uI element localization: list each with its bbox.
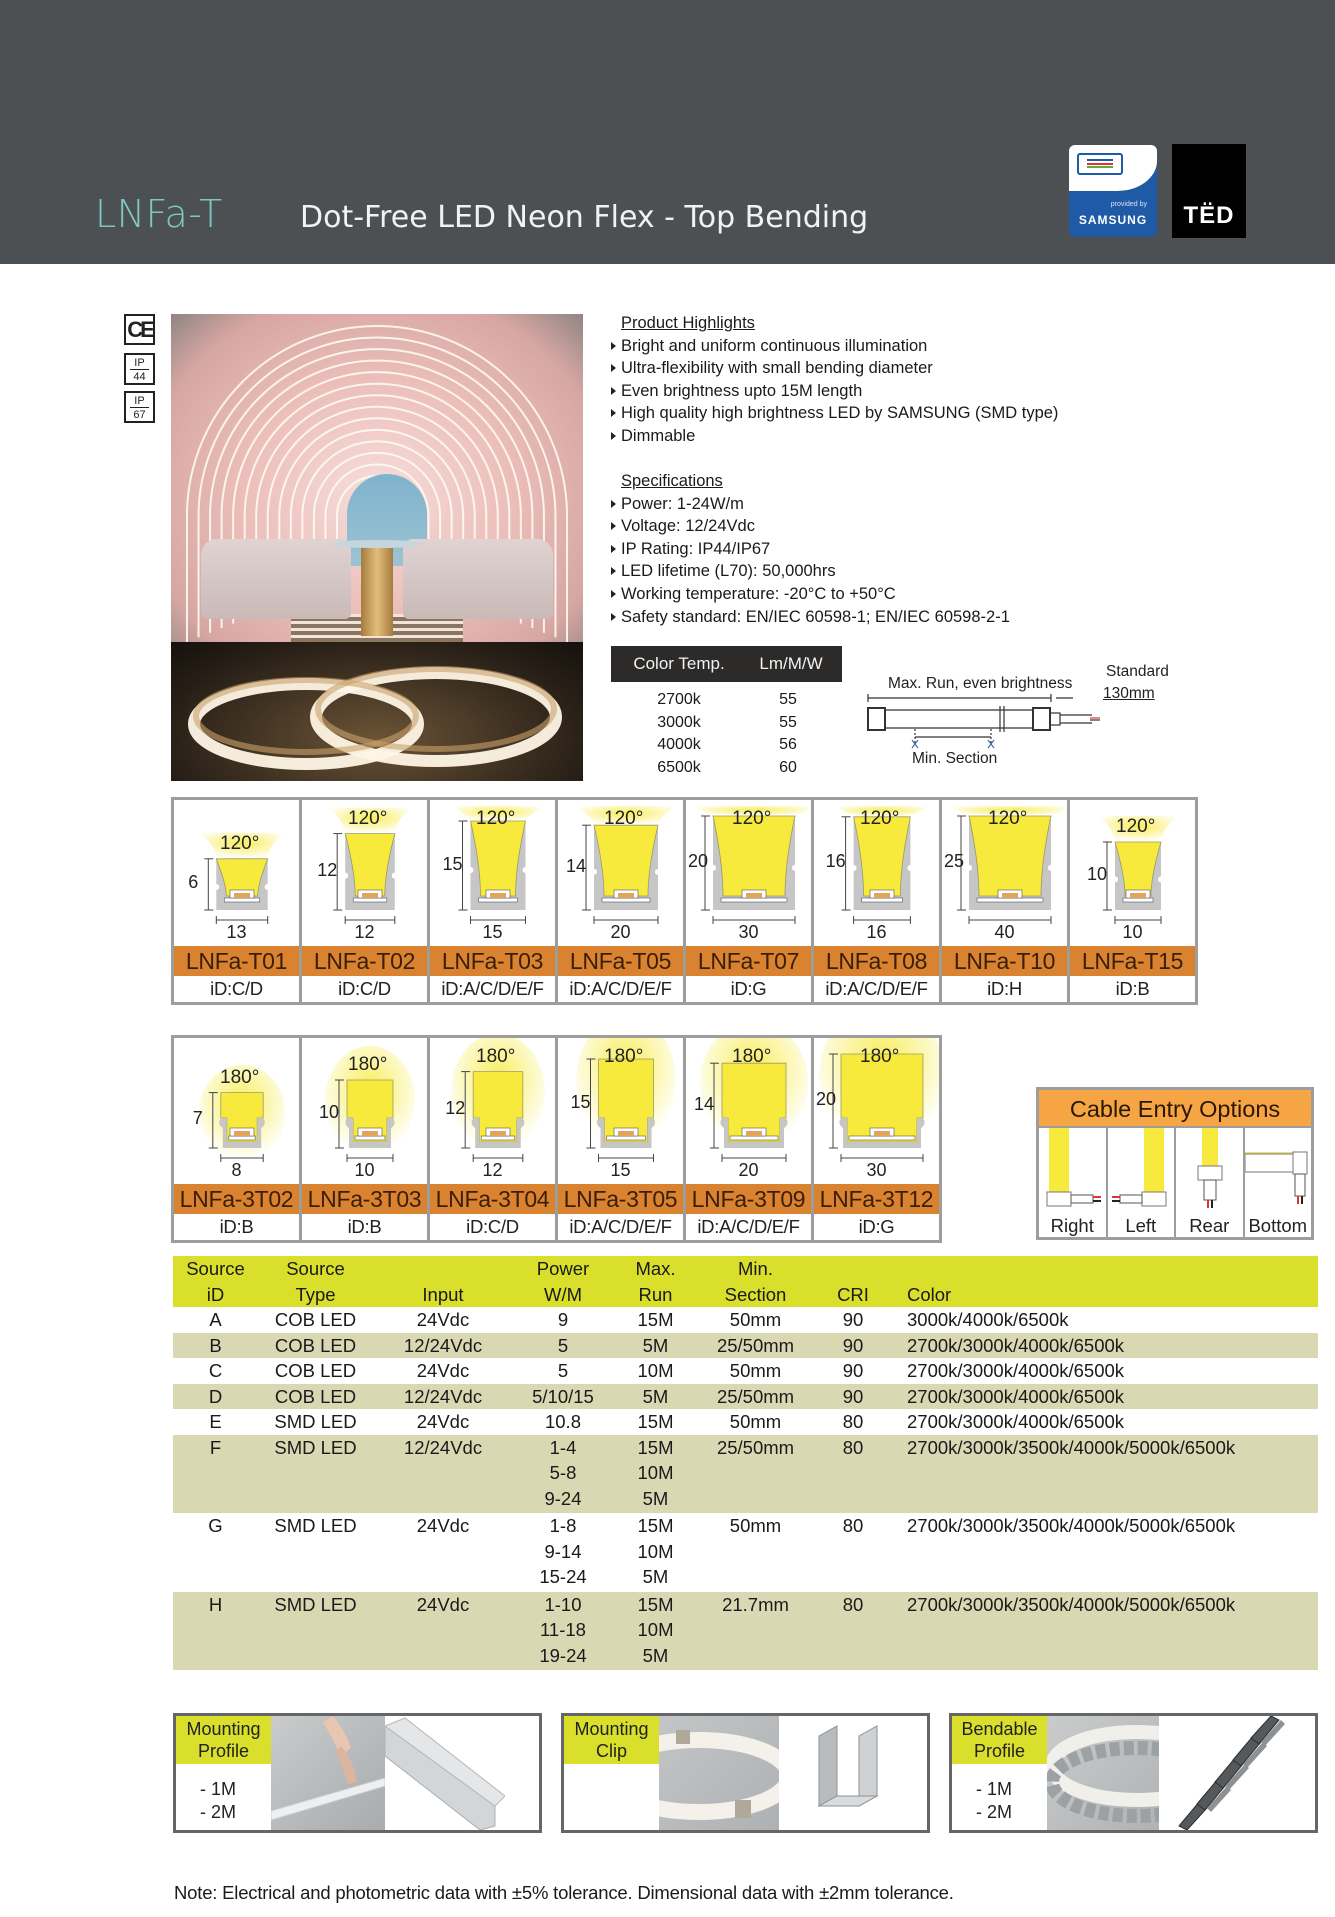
profile-width: 8 xyxy=(231,1160,242,1180)
cell-min-section: 25/50mm xyxy=(698,1384,813,1410)
col-header-min-section: Min. Section xyxy=(698,1256,813,1307)
cell-source-id: B xyxy=(173,1333,258,1359)
cell-source-id: C xyxy=(208,1360,223,1381)
cell-max-run: 10M xyxy=(637,1360,674,1381)
cell-input: 24Vdc xyxy=(373,1592,513,1671)
profile-height: 12 xyxy=(445,1097,466,1118)
ted-logo xyxy=(1172,144,1246,238)
profile-card xyxy=(299,1035,430,1243)
profile-source-ids: iD:A/C/D/E/F xyxy=(825,978,928,999)
profile-name: LNFa-T08 xyxy=(814,946,939,976)
cell-color: 2700k/3000k/4000k/6500k xyxy=(893,1384,1318,1410)
profile-card xyxy=(427,797,558,1005)
profile-width: 15 xyxy=(610,1160,631,1180)
cable-bottom-icon xyxy=(1245,1128,1313,1213)
ip44-icon: IP 44 xyxy=(124,353,155,385)
accessory-lengths: - 1M - 2M xyxy=(976,1779,1012,1822)
color-temp-table xyxy=(611,646,842,780)
sofa-right-graphic xyxy=(403,539,553,619)
col-header-source-type: Source Type xyxy=(258,1256,373,1307)
profile-height: 10 xyxy=(319,1102,340,1122)
profile-width: 20 xyxy=(610,922,631,942)
cell-input: 24Vdc xyxy=(416,1360,470,1381)
beam-angle: 180° xyxy=(348,1054,388,1075)
spec-item: Power: 1-24W/m xyxy=(610,493,1010,516)
cell-color: 2700k/3000k/4000k/6500k xyxy=(907,1360,1125,1381)
profile-width: 10 xyxy=(354,1160,375,1180)
profile-source-ids: iD:B xyxy=(347,1216,382,1237)
profile-card xyxy=(555,797,686,1005)
profile-height: 15 xyxy=(442,853,463,874)
spec-item: Voltage: 12/24Vdc xyxy=(610,515,1010,538)
standard-label: Standard xyxy=(1106,663,1169,680)
profile-name: LNFa-T10 xyxy=(942,946,1067,976)
ce-mark-icon: CE xyxy=(124,314,155,345)
profile-height: 14 xyxy=(694,1093,715,1114)
cell-cri: 80 xyxy=(842,1411,864,1432)
cable-right-icon xyxy=(1039,1128,1107,1213)
highlight-item: Ultra-flexibility with small bending diameter xyxy=(610,357,1058,380)
profile-height: 14 xyxy=(566,855,587,876)
cell-min-section: 21.7mm xyxy=(698,1592,813,1671)
profile-source-ids: iD:A/C/D/E/F xyxy=(441,978,544,999)
source-spec-table xyxy=(173,1256,1318,1670)
table-row xyxy=(173,1513,1318,1592)
highlight-item: Even brightness upto 15M length xyxy=(610,380,1058,403)
sofa-left-graphic xyxy=(201,539,351,619)
cell-power: 1-8 9-14 15-24 xyxy=(539,1515,587,1587)
profile-width: 40 xyxy=(994,922,1015,942)
profile-card xyxy=(299,797,430,1005)
beam-angle: 120° xyxy=(476,808,516,829)
profile-width: 13 xyxy=(226,922,247,942)
cell-max-run: 15M xyxy=(637,1411,674,1432)
cell-source-id: G xyxy=(208,1515,223,1536)
col-header-cri: CRI xyxy=(813,1256,893,1307)
specifications xyxy=(610,470,1010,628)
cell-cri: 90 xyxy=(813,1333,893,1359)
bendable-install-photo xyxy=(1047,1716,1159,1830)
color-temp-row: 2700k 55 xyxy=(657,691,797,708)
specifications-heading: Specifications xyxy=(621,472,723,490)
profile-height: 20 xyxy=(816,1089,837,1109)
highlight-item: Dimmable xyxy=(610,425,1058,448)
cable-option-label: Bottom xyxy=(1248,1215,1308,1236)
cell-input: 24Vdc xyxy=(416,1515,470,1536)
cell-power: 9 xyxy=(557,1309,569,1330)
cell-min-section: 50mm xyxy=(729,1411,782,1432)
cell-min-section: 25/50mm xyxy=(698,1333,813,1359)
profile-name: LNFa-3T04 xyxy=(430,1184,555,1214)
profile-height: 12 xyxy=(317,859,338,880)
cell-power: 1-10 11-18 19-24 xyxy=(513,1592,613,1671)
cell-input: 24Vdc xyxy=(416,1411,470,1432)
cable-option-left xyxy=(1108,1128,1177,1237)
cell-source-type: COB LED xyxy=(274,1360,357,1381)
cell-color: 2700k/3000k/3500k/4000k/5000k/6500k xyxy=(893,1592,1318,1671)
cable-entry-title: Cable Entry Options xyxy=(1039,1090,1311,1128)
cable-option-rear xyxy=(1176,1128,1245,1237)
table-header-row xyxy=(173,1256,1318,1307)
cell-max-run: 5M xyxy=(613,1384,698,1410)
color-temp-row: 3000k 55 xyxy=(657,713,797,731)
table-row xyxy=(173,1435,1318,1514)
accessory-mounting-profile xyxy=(173,1713,542,1833)
cell-color: 2700k/3000k/4000k/6500k xyxy=(907,1411,1125,1432)
clip-install-photo xyxy=(659,1716,779,1830)
highlight-item: Bright and uniform continuous illumination xyxy=(610,335,1058,358)
profile-card xyxy=(811,1035,942,1243)
profile-install-photo xyxy=(271,1716,385,1830)
cable-option-label: Rear xyxy=(1189,1215,1230,1236)
cell-cri: 80 xyxy=(813,1435,893,1514)
product-photo xyxy=(171,314,583,781)
beam-angle: 120° xyxy=(1116,816,1156,837)
profile-name: LNFa-T03 xyxy=(430,946,555,976)
cell-color: 2700k/3000k/4000k/6500k xyxy=(893,1333,1318,1359)
profile-name: LNFa-3T03 xyxy=(302,1184,427,1214)
profile-card xyxy=(171,797,302,1005)
color-temp-row: 6500k 60 xyxy=(657,759,797,777)
cell-source-id: H xyxy=(173,1592,258,1671)
table-row xyxy=(173,1358,1318,1384)
profile-width: 20 xyxy=(738,1160,759,1180)
led-strip-photo xyxy=(171,642,583,781)
beam-angle: 180° xyxy=(476,1046,516,1067)
cell-color: 2700k/3000k/3500k/4000k/5000k/6500k xyxy=(893,1435,1318,1514)
accessory-label: Bendable Profile xyxy=(952,1716,1047,1764)
profile-source-ids: iD:C/D xyxy=(338,978,391,999)
cell-color: 3000k/4000k/6500k xyxy=(907,1309,1069,1330)
profile-name: LNFa-3T05 xyxy=(558,1184,683,1214)
beam-angle: 120° xyxy=(732,808,772,829)
standard-length: 130mm xyxy=(1103,685,1155,702)
profile-height: 7 xyxy=(192,1108,203,1129)
accessory-bendable-profile xyxy=(949,1713,1318,1833)
ted-logo-text: TËD xyxy=(1183,202,1235,229)
beam-angle: 180° xyxy=(220,1066,260,1088)
page-title: Dot-Free LED Neon Flex - Top Bending xyxy=(300,200,869,235)
cell-max-run: 5M xyxy=(613,1333,698,1359)
profile-card xyxy=(811,797,942,1005)
profile-cards-180 xyxy=(171,1035,939,1243)
max-run-diagram xyxy=(860,660,1180,780)
profile-card xyxy=(427,1035,558,1243)
profile-source-ids: iD:A/C/D/E/F xyxy=(697,1216,800,1237)
spec-item: IP Rating: IP44/IP67 xyxy=(610,538,1010,561)
cable-option-label: Left xyxy=(1125,1215,1157,1236)
cable-entry-options xyxy=(1036,1087,1314,1240)
profile-source-ids: iD:B xyxy=(1115,978,1150,999)
beam-angle: 120° xyxy=(860,808,900,829)
profile-name: LNFa-T07 xyxy=(686,946,811,976)
profile-height: 10 xyxy=(1087,864,1108,884)
cell-source-type: SMD LED xyxy=(274,1411,357,1432)
tolerance-note: Note: Electrical and photometric data with ±5% tolerance. Dimensional data with ±2mm tolerance. xyxy=(174,1882,954,1903)
cell-power: 5/10/15 xyxy=(513,1384,613,1410)
cell-source-type: SMD LED xyxy=(258,1592,373,1671)
cell-source-id: D xyxy=(173,1384,258,1410)
max-run-label: Max. Run, even brightness xyxy=(888,675,1073,692)
cell-source-id: E xyxy=(209,1411,222,1432)
profile-cards-120 xyxy=(171,797,1195,1005)
beam-angle: 120° xyxy=(604,808,644,829)
profile-name: LNFa-T01 xyxy=(174,946,299,976)
cell-input: 12/24Vdc xyxy=(373,1435,513,1514)
led-icon xyxy=(1077,153,1123,175)
cell-input: 12/24Vdc xyxy=(373,1333,513,1359)
beam-angle: 180° xyxy=(732,1046,772,1067)
col-header-power: Power W/M xyxy=(513,1256,613,1307)
profile-width: 15 xyxy=(482,922,503,942)
profile-card xyxy=(939,797,1070,1005)
samsung-led-logo xyxy=(1069,145,1157,237)
profile-width: 10 xyxy=(1122,922,1143,942)
product-highlights xyxy=(610,312,1058,448)
profile-source-ids: iD:H xyxy=(987,978,1022,999)
beam-angle: 120° xyxy=(348,808,388,829)
cell-source-type: COB LED xyxy=(274,1309,357,1330)
product-code: LNFa-T xyxy=(95,192,223,236)
bendable-profile-photo xyxy=(1159,1716,1318,1830)
highlights-heading: Product Highlights xyxy=(621,314,755,332)
cell-cri: 90 xyxy=(842,1309,864,1330)
profile-height: 15 xyxy=(570,1091,591,1112)
profile-name: LNFa-T15 xyxy=(1070,946,1195,976)
beam-angle: 180° xyxy=(860,1046,900,1067)
cell-max-run: 15M 10M 5M xyxy=(637,1515,674,1587)
cell-min-section: 50mm xyxy=(729,1515,782,1536)
cell-min-section: 25/50mm xyxy=(698,1435,813,1514)
cell-max-run: 15M 10M 5M xyxy=(613,1435,698,1514)
profile-card xyxy=(555,1035,686,1243)
profile-source-ids: iD:A/C/D/E/F xyxy=(569,978,672,999)
cell-source-id: F xyxy=(173,1435,258,1514)
profile-height: 16 xyxy=(825,851,846,872)
table-row xyxy=(173,1409,1318,1435)
cell-cri: 90 xyxy=(813,1384,893,1410)
profile-height: 25 xyxy=(944,851,965,871)
spec-item: Working temperature: -20°C to +50°C xyxy=(610,583,1010,606)
table-row xyxy=(173,1307,1318,1333)
cell-input: 12/24Vdc xyxy=(373,1384,513,1410)
profile-card xyxy=(171,1035,302,1243)
samsung-brand-text: SAMSUNG xyxy=(1078,213,1148,227)
table-row xyxy=(173,1384,1318,1410)
cable-option-bottom xyxy=(1245,1128,1312,1237)
profile-width: 30 xyxy=(738,922,759,942)
cell-source-type: SMD LED xyxy=(258,1435,373,1514)
table-row xyxy=(173,1333,1318,1359)
cell-max-run: 15M 10M 5M xyxy=(613,1592,698,1671)
spec-item: Safety standard: EN/IEC 60598-1; EN/IEC 60598-2-1 xyxy=(610,606,1010,629)
color-temp-row: 4000k 56 xyxy=(657,736,797,754)
cell-power: 1-4 5-8 9-24 xyxy=(513,1435,613,1514)
profile-width: 12 xyxy=(354,922,375,942)
profile-width: 16 xyxy=(866,922,887,942)
profile-name: LNFa-3T12 xyxy=(814,1184,939,1214)
col-header-source-id: Source iD xyxy=(173,1256,258,1307)
profile-height: 6 xyxy=(188,872,199,893)
col-header-color: Color xyxy=(893,1256,1318,1307)
profile-card xyxy=(683,1035,814,1243)
profile-card xyxy=(1067,797,1198,1005)
cable-option-label: Right xyxy=(1050,1215,1094,1236)
highlight-item: High quality high brightness LED by SAMSUNG (SMD type) xyxy=(610,402,1058,425)
cell-power: 5 xyxy=(513,1333,613,1359)
cell-power: 10.8 xyxy=(544,1411,581,1432)
cell-source-type: COB LED xyxy=(258,1333,373,1359)
cell-power: 5 xyxy=(557,1360,569,1381)
profile-name: LNFa-3T02 xyxy=(174,1184,299,1214)
cell-min-section: 50mm xyxy=(729,1309,782,1330)
col-header-input: Input xyxy=(373,1256,513,1307)
cable-left-icon xyxy=(1108,1128,1176,1213)
accessory-label: Mounting Profile xyxy=(176,1716,271,1764)
cell-cri: 90 xyxy=(842,1360,864,1381)
beam-angle: 120° xyxy=(988,808,1028,829)
clip-photo xyxy=(779,1716,927,1830)
accessory-mounting-clip xyxy=(561,1713,930,1833)
cell-source-type: SMD LED xyxy=(274,1515,357,1536)
ip67-icon: IP 67 xyxy=(124,391,155,423)
provided-by-text: provided by xyxy=(1110,201,1147,208)
cable-option-right xyxy=(1039,1128,1108,1237)
profile-height: 20 xyxy=(688,851,709,871)
profile-name: LNFa-T05 xyxy=(558,946,683,976)
profile-source-ids: iD:B xyxy=(219,1216,254,1237)
color-temp-table-header: Color Temp. Lm/M/W xyxy=(611,646,842,682)
profile-source-ids: iD:A/C/D/E/F xyxy=(569,1216,672,1237)
profile-width: 12 xyxy=(482,1160,503,1180)
table-row xyxy=(173,1592,1318,1671)
col-header-max-run: Max. Run xyxy=(613,1256,698,1307)
profile-name: LNFa-3T09 xyxy=(686,1184,811,1214)
beam-angle: 120° xyxy=(220,832,260,854)
cell-source-type: COB LED xyxy=(258,1384,373,1410)
cell-color: 2700k/3000k/3500k/4000k/5000k/6500k xyxy=(907,1515,1236,1536)
profile-source-ids: iD:G xyxy=(858,1216,895,1237)
aluminium-profile-photo xyxy=(385,1716,505,1830)
cable-rear-icon xyxy=(1176,1128,1244,1213)
profile-width: 30 xyxy=(866,1160,887,1180)
profile-source-ids: iD:G xyxy=(730,978,767,999)
spec-item: LED lifetime (L70): 50,000hrs xyxy=(610,560,1010,583)
profile-source-ids: iD:C/D xyxy=(466,1216,519,1237)
page-header xyxy=(0,0,1335,264)
cell-source-id: A xyxy=(209,1309,222,1330)
beam-angle: 180° xyxy=(604,1046,644,1067)
cell-input: 24Vdc xyxy=(416,1309,470,1330)
cell-cri: 80 xyxy=(813,1592,893,1671)
profile-name: LNFa-T02 xyxy=(302,946,427,976)
accessory-label: Mounting Clip xyxy=(564,1716,659,1764)
cell-cri: 80 xyxy=(842,1515,864,1536)
cell-max-run: 15M xyxy=(637,1309,674,1330)
profile-source-ids: iD:C/D xyxy=(210,978,263,999)
accessory-lengths: - 1M - 2M xyxy=(200,1779,236,1822)
min-section-label: Min. Section xyxy=(912,750,998,767)
cell-min-section: 50mm xyxy=(729,1360,782,1381)
profile-card xyxy=(683,797,814,1005)
